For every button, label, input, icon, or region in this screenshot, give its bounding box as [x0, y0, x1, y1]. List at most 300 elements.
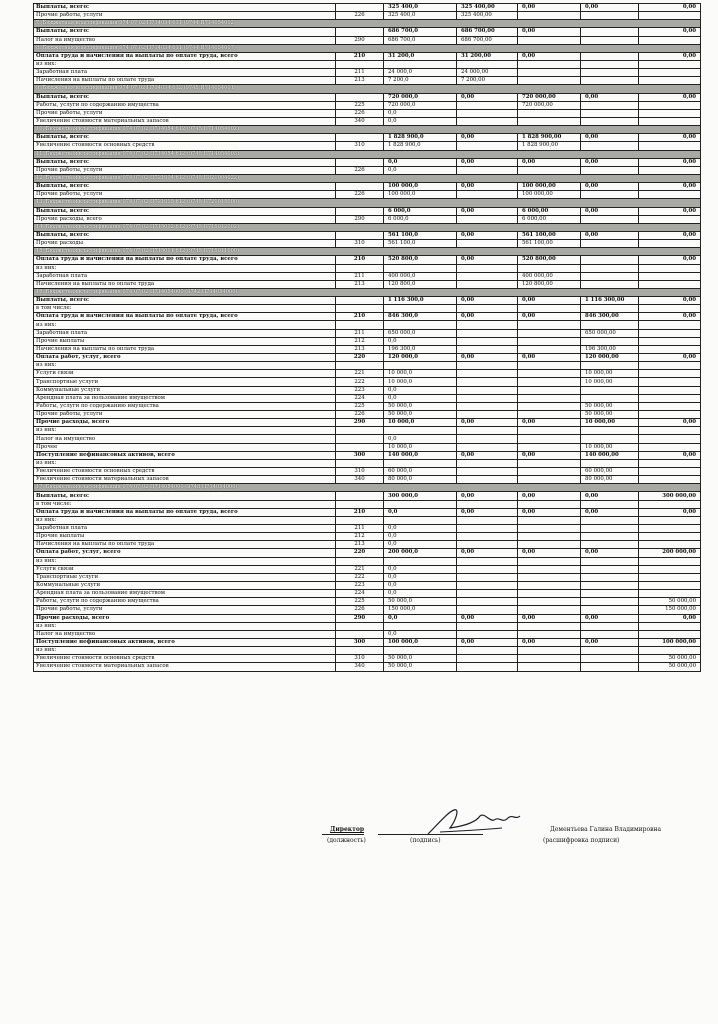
- budget-classification-label: 9. Бюджетная классификация 974 07 02 П714054 612 (9745 П714054001): [34, 85, 701, 93]
- amount-cell: 0,0: [384, 109, 457, 117]
- table-row: [34, 272, 701, 280]
- row-label: Коммунальные услуги: [34, 581, 336, 589]
- amount-cell: 0,00: [457, 313, 518, 321]
- kosgu-code: 213: [336, 77, 384, 85]
- row-label: Начисления на выплаты по оплате труда: [34, 280, 336, 288]
- kosgu-code: 290: [336, 614, 384, 622]
- table-row: [34, 231, 701, 239]
- table-row: [34, 36, 701, 44]
- amount-cell: [518, 386, 581, 394]
- amount-cell: 400 000,00: [518, 272, 581, 280]
- amount-cell: [518, 427, 581, 435]
- amount-cell: [581, 386, 639, 394]
- amount-cell: [518, 468, 581, 476]
- amount-cell: [457, 378, 518, 386]
- kosgu-code: 310: [336, 468, 384, 476]
- amount-cell: 0,00: [581, 549, 639, 557]
- table-row: [34, 166, 701, 174]
- budget-classification-label: 17. Бюджетная классификация 974 07 02 П714054000 (9748 П714054000): [34, 484, 701, 492]
- amount-cell: [581, 606, 639, 614]
- table-row: [34, 549, 701, 557]
- amount-cell: [457, 109, 518, 117]
- amount-cell: 120 800,00: [518, 280, 581, 288]
- budget-table: [33, 3, 701, 672]
- amount-cell: 6 000,0: [384, 215, 457, 223]
- table-row: [34, 52, 701, 60]
- row-label: из них:: [34, 647, 336, 655]
- row-label: Прочие работы, услуги: [34, 166, 336, 174]
- row-label: Коммунальные услуги: [34, 386, 336, 394]
- amount-cell: [457, 581, 518, 589]
- amount-cell: [581, 69, 639, 77]
- amount-cell: 0,00: [518, 52, 581, 60]
- amount-cell: [639, 240, 701, 248]
- row-label: Увеличение стоимости основных средств: [34, 142, 336, 150]
- table-row: [34, 386, 701, 394]
- amount-cell: [457, 191, 518, 199]
- amount-cell: [518, 541, 581, 549]
- amount-cell: [581, 191, 639, 199]
- budget-classification-label: 15. Бюджетная классификация 974 07 02 П715011 612 (9745 П715011000): [34, 248, 701, 256]
- amount-cell: 0,00: [457, 158, 518, 166]
- kosgu-code: [336, 492, 384, 500]
- amount-cell: 846 300,00: [581, 313, 639, 321]
- amount-cell: [581, 305, 639, 313]
- amount-cell: 0,00: [457, 134, 518, 142]
- amount-cell: [457, 60, 518, 68]
- amount-cell: [518, 663, 581, 671]
- section-header-row: [34, 44, 701, 52]
- amount-cell: [518, 581, 581, 589]
- amount-cell: 0,00: [639, 419, 701, 427]
- amount-cell: [518, 117, 581, 125]
- amount-cell: [518, 305, 581, 313]
- table-row: [34, 614, 701, 622]
- amount-cell: 80 000,00: [581, 476, 639, 484]
- kosgu-code: 300: [336, 451, 384, 459]
- amount-cell: 561 100,00: [518, 240, 581, 248]
- amount-cell: 650 000,00: [581, 329, 639, 337]
- amount-cell: [639, 468, 701, 476]
- amount-cell: [457, 272, 518, 280]
- amount-cell: 561 100,0: [384, 240, 457, 248]
- amount-cell: 0,00: [639, 256, 701, 264]
- kosgu-code: 310: [336, 240, 384, 248]
- amount-cell: [639, 362, 701, 370]
- section-header-row: [34, 199, 701, 207]
- amount-cell: [457, 264, 518, 272]
- table-row: [34, 264, 701, 272]
- kosgu-code: [336, 500, 384, 508]
- amount-cell: [457, 590, 518, 598]
- row-label: Оплата работ, услуг, всего: [34, 549, 336, 557]
- amount-cell: 520 800,0: [384, 256, 457, 264]
- amount-cell: 196 300,00: [581, 345, 639, 353]
- section-header-row: [34, 248, 701, 256]
- amount-cell: [581, 427, 639, 435]
- amount-cell: [518, 500, 581, 508]
- kosgu-code: 212: [336, 533, 384, 541]
- amount-cell: [639, 500, 701, 508]
- amount-cell: [581, 581, 639, 589]
- table-row: [34, 191, 701, 199]
- amount-cell: 0,0: [384, 508, 457, 516]
- row-label: Прочее: [34, 443, 336, 451]
- budget-classification-label: 8. Бюджетная классификация 974 07 02 П714054 611 (9744 П714054007): [34, 44, 701, 52]
- amount-cell: [457, 142, 518, 150]
- table-row: [34, 183, 701, 191]
- table-row: [34, 468, 701, 476]
- amount-cell: [639, 321, 701, 329]
- table-row: [34, 402, 701, 410]
- table-row: [34, 557, 701, 565]
- row-label: Выплаты, всего:: [34, 134, 336, 142]
- amount-cell: 140 000,00: [581, 451, 639, 459]
- budget-classification-label: 12. Бюджетная классификация 974 07 02 П721004 612 (9745 П821004022): [34, 174, 701, 182]
- amount-cell: 0,00: [518, 313, 581, 321]
- amount-cell: [639, 215, 701, 223]
- table-row: [34, 117, 701, 125]
- table-row: [34, 256, 701, 264]
- kosgu-code: 300: [336, 638, 384, 646]
- amount-cell: 0,00: [457, 231, 518, 239]
- amount-cell: [457, 362, 518, 370]
- row-label: Увеличение стоимости материальных запасов: [34, 663, 336, 671]
- amount-cell: 0,0: [384, 581, 457, 589]
- amount-cell: [581, 541, 639, 549]
- amount-cell: [518, 459, 581, 467]
- table-row: [34, 598, 701, 606]
- amount-cell: 1 116 300,00: [581, 297, 639, 305]
- amount-cell: 0,00: [457, 492, 518, 500]
- amount-cell: 0,00: [639, 134, 701, 142]
- kosgu-code: 310: [336, 655, 384, 663]
- amount-cell: [384, 60, 457, 68]
- amount-cell: 720 000,0: [384, 101, 457, 109]
- amount-cell: [457, 655, 518, 663]
- row-label: из них:: [34, 264, 336, 272]
- row-label: Работы, услуги по содержанию имущества: [34, 598, 336, 606]
- table-row: [34, 321, 701, 329]
- section-header-row: [34, 484, 701, 492]
- amount-cell: [457, 557, 518, 565]
- amount-cell: [639, 280, 701, 288]
- row-label: Услуги связи: [34, 370, 336, 378]
- amount-cell: [384, 321, 457, 329]
- kosgu-code: [336, 622, 384, 630]
- kosgu-code: 221: [336, 370, 384, 378]
- amount-cell: 0,00: [639, 614, 701, 622]
- table-row: [34, 93, 701, 101]
- amount-cell: 0,00: [457, 451, 518, 459]
- amount-cell: 686 700,00: [457, 28, 518, 36]
- amount-cell: 0,00: [518, 638, 581, 646]
- amount-cell: [639, 264, 701, 272]
- amount-cell: [384, 647, 457, 655]
- row-label: Выплаты, всего:: [34, 297, 336, 305]
- amount-cell: [639, 565, 701, 573]
- row-label: из них:: [34, 622, 336, 630]
- amount-cell: [639, 476, 701, 484]
- amount-cell: [518, 525, 581, 533]
- kosgu-code: 224: [336, 394, 384, 402]
- kosgu-code: [336, 264, 384, 272]
- amount-cell: [518, 630, 581, 638]
- amount-cell: 0,00: [518, 297, 581, 305]
- row-label: Услуги связи: [34, 565, 336, 573]
- kosgu-code: 226: [336, 166, 384, 174]
- amount-cell: [518, 69, 581, 77]
- amount-cell: 0,00: [639, 313, 701, 321]
- kosgu-code: 225: [336, 101, 384, 109]
- row-label: в том числе:: [34, 305, 336, 313]
- row-label: Прочие выплаты: [34, 337, 336, 345]
- amount-cell: 50 000,0: [384, 411, 457, 419]
- row-label: Начисления на выплаты по оплате труда: [34, 345, 336, 353]
- amount-cell: 50 000,00: [581, 411, 639, 419]
- table-row: [34, 280, 701, 288]
- kosgu-code: [336, 630, 384, 638]
- amount-cell: 10 000,00: [581, 419, 639, 427]
- row-label: Выплаты, всего:: [34, 4, 336, 12]
- section-header-row: [34, 174, 701, 182]
- section-header-row: [34, 223, 701, 231]
- amount-cell: 150 000,0: [384, 606, 457, 614]
- table-row: [34, 215, 701, 223]
- amount-cell: [581, 647, 639, 655]
- table-row: [34, 109, 701, 117]
- amount-cell: 0,00: [581, 93, 639, 101]
- amount-cell: [457, 468, 518, 476]
- table-row: [34, 451, 701, 459]
- row-label: Транспортные услуги: [34, 573, 336, 581]
- amount-cell: 0,00: [581, 183, 639, 191]
- amount-cell: [518, 36, 581, 44]
- amount-cell: 31 200,00: [457, 52, 518, 60]
- amount-cell: [581, 394, 639, 402]
- amount-cell: [639, 337, 701, 345]
- amount-cell: 0,0: [384, 525, 457, 533]
- amount-cell: [518, 77, 581, 85]
- amount-cell: [581, 60, 639, 68]
- table-row: [34, 443, 701, 451]
- amount-cell: [518, 647, 581, 655]
- row-label: Налог на имущество: [34, 36, 336, 44]
- amount-cell: [639, 622, 701, 630]
- row-label: из них:: [34, 321, 336, 329]
- kosgu-code: 213: [336, 541, 384, 549]
- amount-cell: [581, 362, 639, 370]
- row-label: Выплаты, всего:: [34, 183, 336, 191]
- amount-cell: [518, 362, 581, 370]
- amount-cell: [457, 516, 518, 524]
- kosgu-code: [336, 321, 384, 329]
- kosgu-code: 340: [336, 663, 384, 671]
- kosgu-code: 213: [336, 345, 384, 353]
- kosgu-code: 213: [336, 280, 384, 288]
- amount-cell: 0,00: [639, 183, 701, 191]
- amount-cell: [518, 516, 581, 524]
- table-row: [34, 606, 701, 614]
- kosgu-code: [336, 134, 384, 142]
- handwritten-signature: [420, 804, 530, 844]
- amount-cell: [384, 622, 457, 630]
- amount-cell: [581, 256, 639, 264]
- amount-cell: [581, 663, 639, 671]
- amount-cell: 0,00: [581, 638, 639, 646]
- table-row: [34, 581, 701, 589]
- amount-cell: [639, 402, 701, 410]
- amount-cell: [457, 215, 518, 223]
- amount-cell: [581, 142, 639, 150]
- table-row: [34, 500, 701, 508]
- table-row: [34, 630, 701, 638]
- amount-cell: 196 300,0: [384, 345, 457, 353]
- position-line: [322, 834, 364, 835]
- amount-cell: [639, 525, 701, 533]
- table-row: [34, 655, 701, 663]
- row-label: из них:: [34, 557, 336, 565]
- amount-cell: [639, 69, 701, 77]
- row-label: Прочие работы, услуги: [34, 12, 336, 20]
- amount-cell: [518, 622, 581, 630]
- amount-cell: [457, 337, 518, 345]
- amount-cell: 0,00: [639, 451, 701, 459]
- table-row: [34, 305, 701, 313]
- amount-cell: [581, 598, 639, 606]
- amount-cell: [384, 264, 457, 272]
- kosgu-code: 222: [336, 378, 384, 386]
- amount-cell: 100 000,00: [518, 183, 581, 191]
- row-label: Налог на имущество: [34, 630, 336, 638]
- amount-cell: [518, 402, 581, 410]
- kosgu-code: [336, 305, 384, 313]
- kosgu-code: 210: [336, 52, 384, 60]
- amount-cell: 0,0: [384, 394, 457, 402]
- amount-cell: [581, 101, 639, 109]
- amount-cell: 0,00: [639, 4, 701, 12]
- amount-cell: [457, 476, 518, 484]
- row-label: Увеличение стоимости основных средств: [34, 468, 336, 476]
- row-label: Прочие работы, услуги: [34, 191, 336, 199]
- row-label: Поступление нефинансовых активов, всего: [34, 638, 336, 646]
- amount-cell: 720 000,00: [518, 101, 581, 109]
- table-row: [34, 435, 701, 443]
- row-label: Прочие расходы: [34, 240, 336, 248]
- kosgu-code: [336, 427, 384, 435]
- amount-cell: 0,0: [384, 117, 457, 125]
- budget-classification-label: 13. Бюджетная классификация 974 07 02 П721015 612 (9745 П721015000): [34, 199, 701, 207]
- table-row: [34, 12, 701, 20]
- amount-cell: 1 828 900,0: [384, 142, 457, 150]
- amount-cell: [457, 411, 518, 419]
- position-caption: (должность): [327, 837, 366, 844]
- kosgu-code: [336, 557, 384, 565]
- amount-cell: 24 000,0: [384, 69, 457, 77]
- amount-cell: 325 400,00: [457, 4, 518, 12]
- amount-cell: [581, 166, 639, 174]
- amount-cell: 0,0: [384, 541, 457, 549]
- amount-cell: [639, 101, 701, 109]
- amount-cell: 0,00: [581, 492, 639, 500]
- amount-cell: 0,0: [384, 166, 457, 174]
- amount-cell: 1 828 900,0: [384, 134, 457, 142]
- amount-cell: 0,00: [457, 297, 518, 305]
- kosgu-code: [336, 4, 384, 12]
- row-label: Выплаты, всего:: [34, 158, 336, 166]
- table-row: [34, 297, 701, 305]
- amount-cell: 1 828 900,00: [518, 134, 581, 142]
- row-label: из них:: [34, 60, 336, 68]
- row-label: из них:: [34, 459, 336, 467]
- table-row: [34, 647, 701, 655]
- amount-cell: 400 000,0: [384, 272, 457, 280]
- amount-cell: 0,00: [457, 419, 518, 427]
- section-header-row: [34, 126, 701, 134]
- amount-cell: [457, 386, 518, 394]
- table-row: [34, 207, 701, 215]
- kosgu-code: [336, 516, 384, 524]
- amount-cell: [518, 370, 581, 378]
- amount-cell: [384, 557, 457, 565]
- amount-cell: 10 000,0: [384, 443, 457, 451]
- amount-cell: [581, 533, 639, 541]
- amount-cell: [639, 77, 701, 85]
- amount-cell: [581, 109, 639, 117]
- row-label: Поступление нефинансовых активов, всего: [34, 451, 336, 459]
- amount-cell: [581, 321, 639, 329]
- amount-cell: [518, 443, 581, 451]
- amount-cell: 0,00: [639, 207, 701, 215]
- amount-cell: [518, 321, 581, 329]
- amount-cell: [581, 622, 639, 630]
- amount-cell: [518, 565, 581, 573]
- kosgu-code: 211: [336, 329, 384, 337]
- amount-cell: [384, 305, 457, 313]
- amount-cell: [581, 630, 639, 638]
- signature-caption: (подпись): [410, 837, 441, 844]
- amount-cell: [518, 533, 581, 541]
- amount-cell: [639, 166, 701, 174]
- amount-cell: [518, 411, 581, 419]
- amount-cell: [457, 321, 518, 329]
- row-label: Заработная плата: [34, 272, 336, 280]
- kosgu-code: 220: [336, 549, 384, 557]
- table-row: [34, 28, 701, 36]
- amount-cell: [639, 647, 701, 655]
- amount-cell: 0,0: [384, 565, 457, 573]
- amount-cell: 325 400,0: [384, 4, 457, 12]
- table-row: [34, 533, 701, 541]
- kosgu-code: [336, 207, 384, 215]
- amount-cell: [639, 36, 701, 44]
- amount-cell: 50 000,0: [384, 663, 457, 671]
- kosgu-code: [336, 231, 384, 239]
- amount-cell: 720 000,00: [518, 93, 581, 101]
- amount-cell: 0,0: [384, 533, 457, 541]
- table-row: [34, 411, 701, 419]
- amount-cell: [581, 52, 639, 60]
- amount-cell: 0,00: [457, 614, 518, 622]
- amount-cell: 520 800,00: [518, 256, 581, 264]
- row-label: Арендная плата за пользование имуществом: [34, 590, 336, 598]
- amount-cell: 0,00: [457, 549, 518, 557]
- amount-cell: 720 000,0: [384, 93, 457, 101]
- table-row: [34, 476, 701, 484]
- kosgu-code: 226: [336, 109, 384, 117]
- amount-cell: [581, 590, 639, 598]
- amount-cell: [639, 630, 701, 638]
